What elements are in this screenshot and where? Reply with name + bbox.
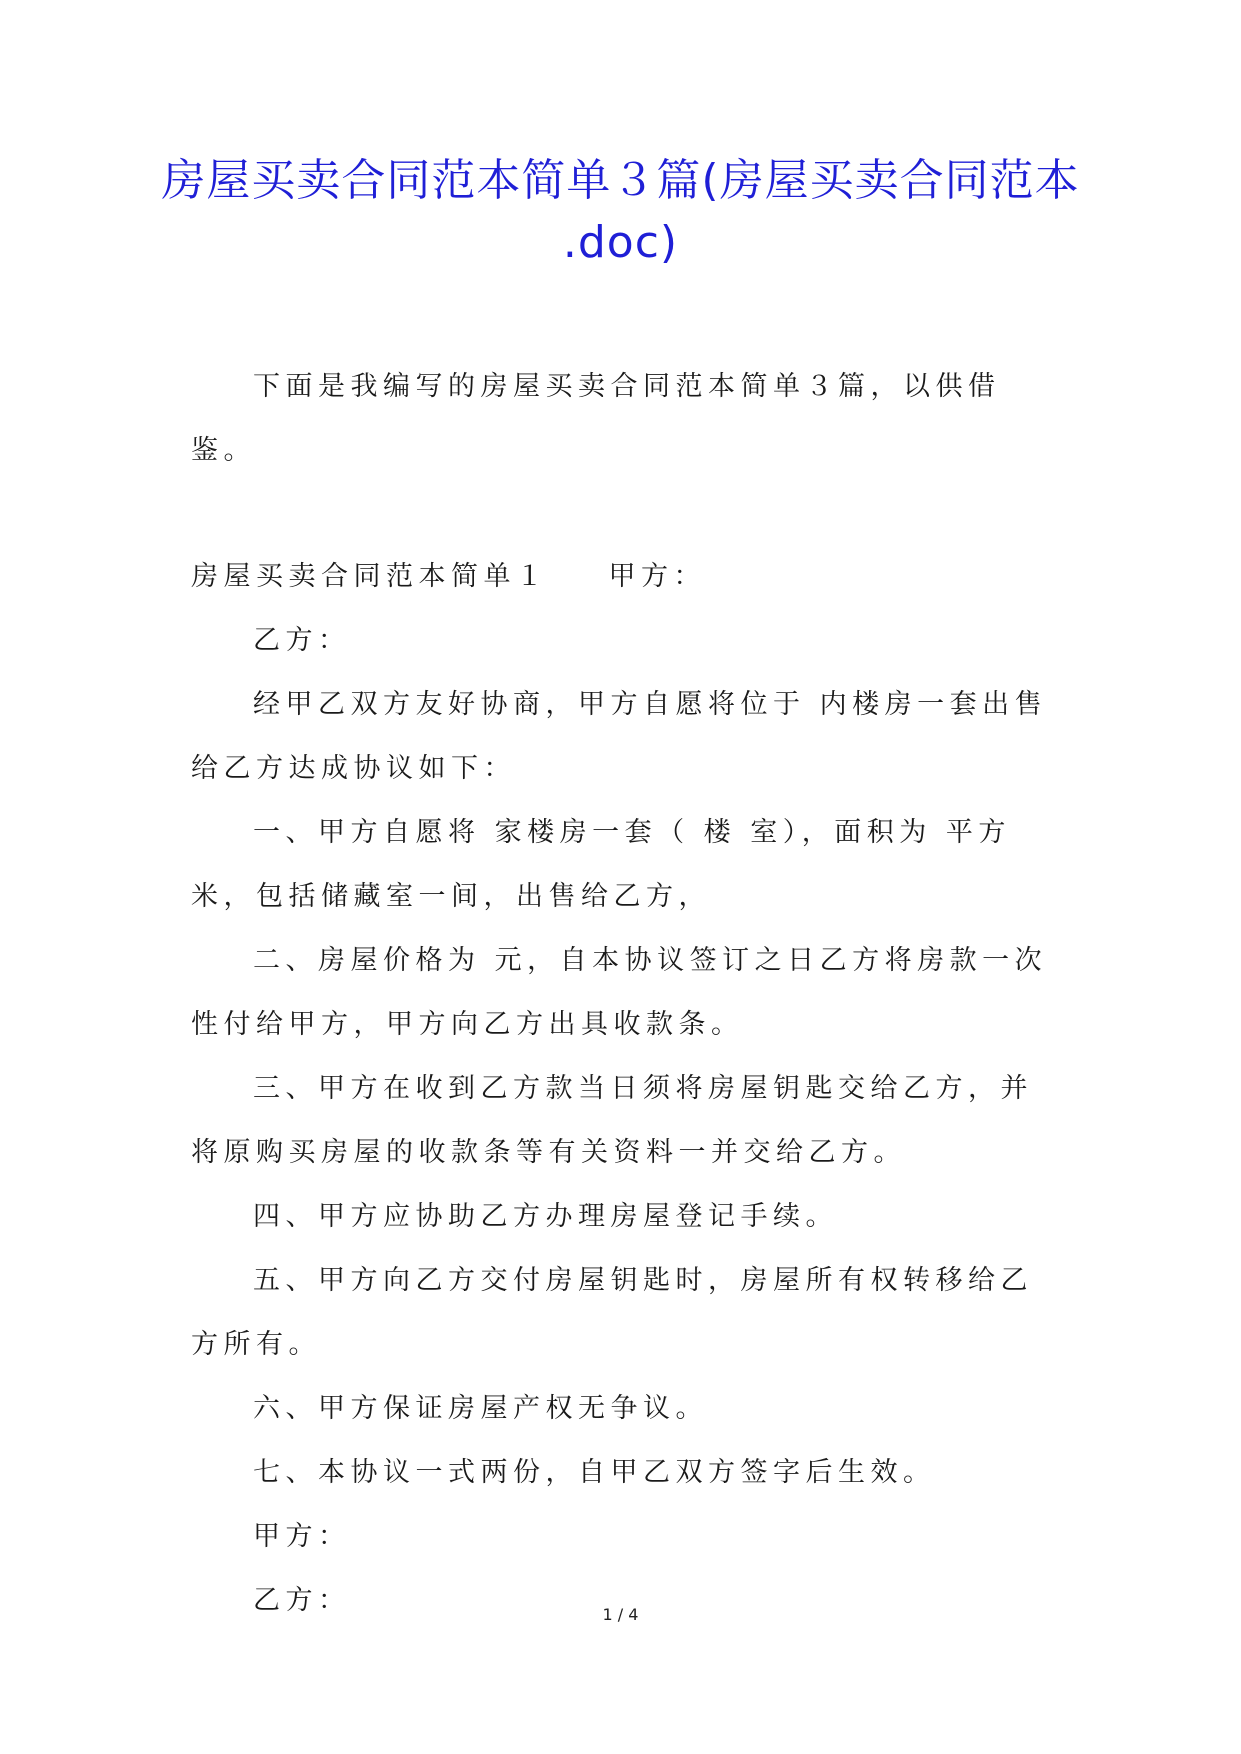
clause-7: 七、本协议一式两份，自甲乙双方签字后生效。 [253, 1457, 936, 1488]
paragraph-agreement: 经甲乙双方友好协商，甲方自愿将位于 内楼房一套出售给乙方达成协议如下： [191, 689, 1048, 784]
intro-paragraph: 下面是我编写的房屋买卖合同范本简单３篇，以供借鉴。 [191, 371, 1001, 466]
document-body [191, 355, 1061, 1633]
signature-party-b: 乙方： [253, 1585, 351, 1616]
party-a-label-inline: 甲方： [608, 561, 706, 592]
section-heading-line [191, 545, 1061, 609]
clause-4: 四、甲方应协助乙方办理房屋登记手续。 [253, 1201, 838, 1232]
clause-2: 二、房屋价格为 元，自本协议签订之日乙方将房款一次性付给甲方，甲方向乙方出具收款条。 [191, 945, 1048, 1040]
clause-5: 五、甲方向乙方交付房屋钥匙时，房屋所有权转移给乙方所有。 [191, 1265, 1033, 1360]
section-heading: 房屋买卖合同范本简单１ [191, 561, 549, 592]
paragraph-party-b: 乙方： [253, 625, 351, 656]
page-indicator: 1 / 4 [602, 1605, 639, 1624]
clause-3: 三、甲方在收到乙方款当日须将房屋钥匙交给乙方，并将原购买房屋的收款条等有关资料一并交给乙方。 [191, 1073, 1033, 1168]
signature-party-a: 甲方： [253, 1521, 351, 1552]
clause-1: 一、甲方自愿将 家楼房一套（ 楼 室），面积为 平方米，包括储藏室一间，出售给乙方， [191, 817, 1011, 912]
document-title: 房屋买卖合同范本简单３篇(房屋买卖合同范本 .doc) [161, 155, 1080, 268]
clause-6: 六、甲方保证房屋产权无争议。 [253, 1393, 708, 1424]
